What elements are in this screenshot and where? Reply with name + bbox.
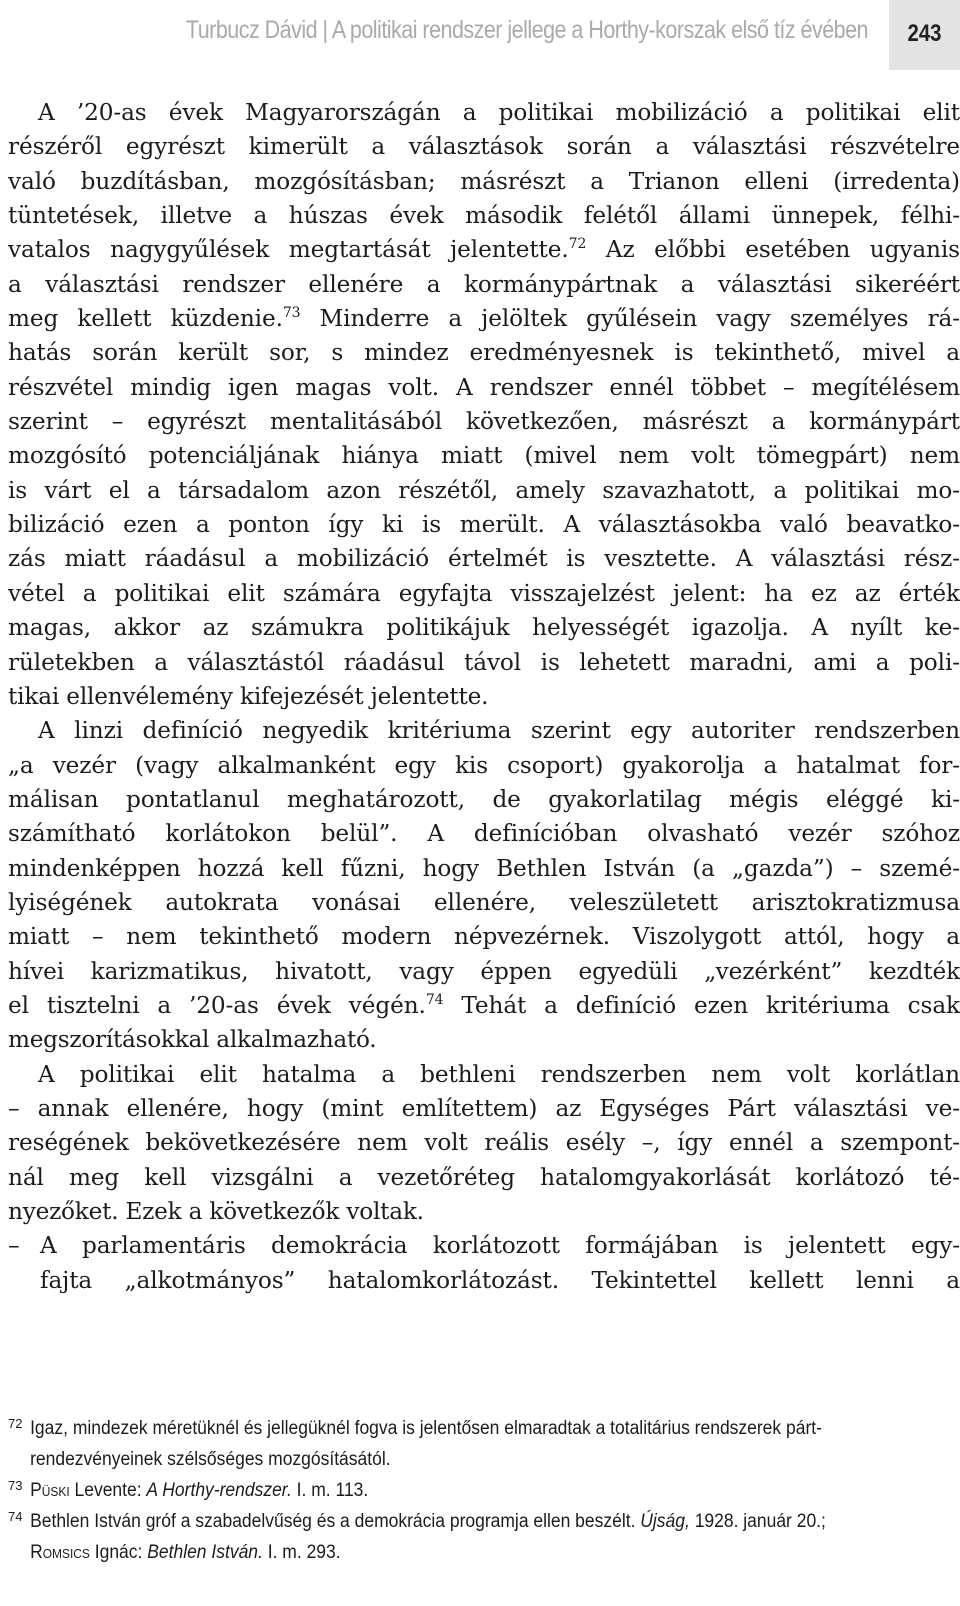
- text-span: Levente:: [69, 1480, 147, 1501]
- footnote-number: 73: [8, 1478, 23, 1493]
- text-line: rületekben a választástól ráadásul távol is lehetett maradni, ami a poli-: [8, 648, 960, 676]
- text-line: A politikai elit hatalma a bethleni rendszerben nem volt korlátlan: [38, 1060, 960, 1088]
- text-line: [8, 989, 960, 1023]
- text-line: tikai ellenvélemény kifejezését jelentette.: [8, 682, 489, 710]
- footnote-ref[interactable]: 74: [425, 991, 444, 1008]
- footnote-72: [8, 1413, 960, 1475]
- footnote-ref[interactable]: 72: [568, 236, 587, 253]
- footnote-number: 74: [8, 1509, 23, 1524]
- text-line: fajta „alkotmányos” hatalomkorlátozást. Tekintettel kellett lenni a: [40, 1266, 960, 1294]
- running-title: Turbucz Dávid | A politikai rendszer jellege a Horthy-korszak első tíz évében: [185, 16, 868, 44]
- page-number: 243: [907, 20, 942, 47]
- text-line: A linzi definíció negyedik kritériuma szerint egy autoriter rendszerben: [38, 717, 960, 745]
- text-line: lyiségének autokrata vonásai ellenére, veleszületett arisztokratizmusa: [8, 888, 960, 916]
- text-line: bilizáció ezen a ponton így ki is merült. A választásokba való beavatko-: [8, 511, 960, 539]
- work-title: Bethlen István.: [147, 1542, 263, 1563]
- text-span: Minderre a jelöltek gyűlésein vagy személyes rá-: [300, 305, 960, 333]
- text-line: részvétel mindig igen magas volt. A rendszer ennél többet – megítélésem: [8, 373, 960, 401]
- text-span: Tehát a definíció ezen kritériuma csak: [443, 991, 960, 1019]
- text-line: nál meg kell vizsgálni a vezetőréteg hatalomgyakorlását korlátozó té-: [8, 1163, 960, 1191]
- text-span: Ignác:: [89, 1542, 148, 1563]
- text-span: Bethlen István gróf a szabadelvűség és a demokrácia programja ellen beszélt.: [30, 1511, 641, 1532]
- text-line: magas, akkor az számukra politikájuk helyességét igazolja. A nyílt ke-: [8, 614, 960, 642]
- text-line: [8, 233, 960, 267]
- text-span: Az előbbi esetében ugyanis: [586, 236, 960, 264]
- work-title: A Horthy-rendszer.: [146, 1480, 292, 1501]
- text-line: – annak ellenére, hogy (mint említettem) az Egységes Párt választási ve-: [8, 1094, 960, 1122]
- footnote-text: rendezvényeinek szélsőséges mozgósításától.: [30, 1449, 391, 1470]
- text-span: I. m. 113.: [291, 1480, 369, 1501]
- text-line: való buzdításban, mozgósításban; másrészt a Trianon elleni (irredenta): [8, 167, 960, 195]
- text-line: vétel a politikai elit számára egyfajta visszajelzést jelent: ha ez az érték: [8, 579, 960, 607]
- text-line: [8, 302, 960, 336]
- text-line: málisan pontatlanul meghatározott, de gyakorlatilag mégis eléggé ki-: [8, 785, 960, 813]
- page-header: [0, 0, 960, 72]
- text-span: vatalos nagygyűlések megtartását jelentette.: [8, 236, 569, 264]
- text-line: részéről egyrészt kimerült a választások során a választási részvételre: [8, 133, 960, 161]
- footnote-text: [8, 1537, 884, 1568]
- text-line: miatt – nem tekinthető modern népvezérnek. Viszolygott attól, hogy a: [8, 923, 960, 951]
- text-line: szerint – egyrészt mentalitásából következően, másrészt a kormánypárt: [8, 408, 960, 436]
- text-line: mindenképpen hozzá kell fűzni, hogy Bethlen István (a „gazda”) – szemé-: [8, 854, 960, 882]
- footnote-74: [8, 1506, 960, 1568]
- text-span: A parlamentáris demokrácia korlátozott formájában is jelentett egy-: [40, 1232, 960, 1260]
- text-line: megszorításokkal alkalmazható.: [8, 1026, 377, 1054]
- text-span: I. m. 293.: [262, 1542, 341, 1563]
- work-title: Újság,: [640, 1511, 690, 1532]
- author-name: Püski: [30, 1480, 70, 1501]
- footnote-73: [8, 1475, 960, 1506]
- page-number-box: [889, 0, 960, 70]
- footnote-number: 72: [8, 1416, 23, 1431]
- footnote-ref[interactable]: 73: [282, 305, 301, 322]
- author-name: Romsics: [30, 1542, 90, 1563]
- list-dash: –: [8, 1232, 20, 1260]
- text-line: is várt el a társadalom azon részétől, amely szavazhatott, a politikai mo-: [8, 476, 960, 504]
- footnote-text: [8, 1506, 884, 1537]
- text-line: „a vezér (vagy alkalmanként egy kis csoport) gyakorolja a hatalmat for-: [8, 751, 960, 779]
- text-line: számítható korlátokon belül”. A definícióban olvasható vezér szóhoz: [8, 820, 960, 848]
- footnote-text: [8, 1475, 884, 1506]
- text-line: tüntetések, illetve a húszas évek második felétől állami ünnepek, félhi-: [8, 202, 960, 230]
- list-item: [8, 1229, 960, 1263]
- footnote-text: Igaz, mindezek méretüknél és jellegüknél fogva is jelentősen elmaradtak a totalitárius rendszerek párt-: [30, 1418, 822, 1439]
- body-text: [8, 96, 960, 1298]
- text-span: meg kellett küzdenie.: [8, 305, 283, 333]
- text-line: hatás során került sor, s mindez eredményesnek is tekinthető, mivel a: [8, 339, 960, 367]
- text-line: mozgósító potenciáljának hiánya miatt (mivel nem volt tömegpárt) nem: [8, 442, 960, 470]
- text-line: nyezőket. Ezek a következők voltak.: [8, 1198, 424, 1225]
- footnotes: [8, 1413, 960, 1568]
- text-line: a választási rendszer ellenére a kormánypártnak a választási sikeréért: [8, 270, 960, 298]
- text-span: el tisztelni a ’20-as évek végén.: [8, 991, 426, 1019]
- text-line: hívei karizmatikus, hivatott, vagy éppen egyedüli „vezérként” kezdték: [8, 957, 960, 985]
- text-line: zás miatt ráadásul a mobilizáció értelmét is vesztette. A választási rész-: [8, 545, 960, 573]
- text-span: 1928. január 20.;: [689, 1511, 826, 1532]
- text-line: A ’20-as évek Magyarországán a politikai mobilizáció a politikai elit: [38, 99, 960, 126]
- text-line: reségének bekövetkezésére nem volt reális esély –, így ennél a szempont-: [8, 1129, 960, 1157]
